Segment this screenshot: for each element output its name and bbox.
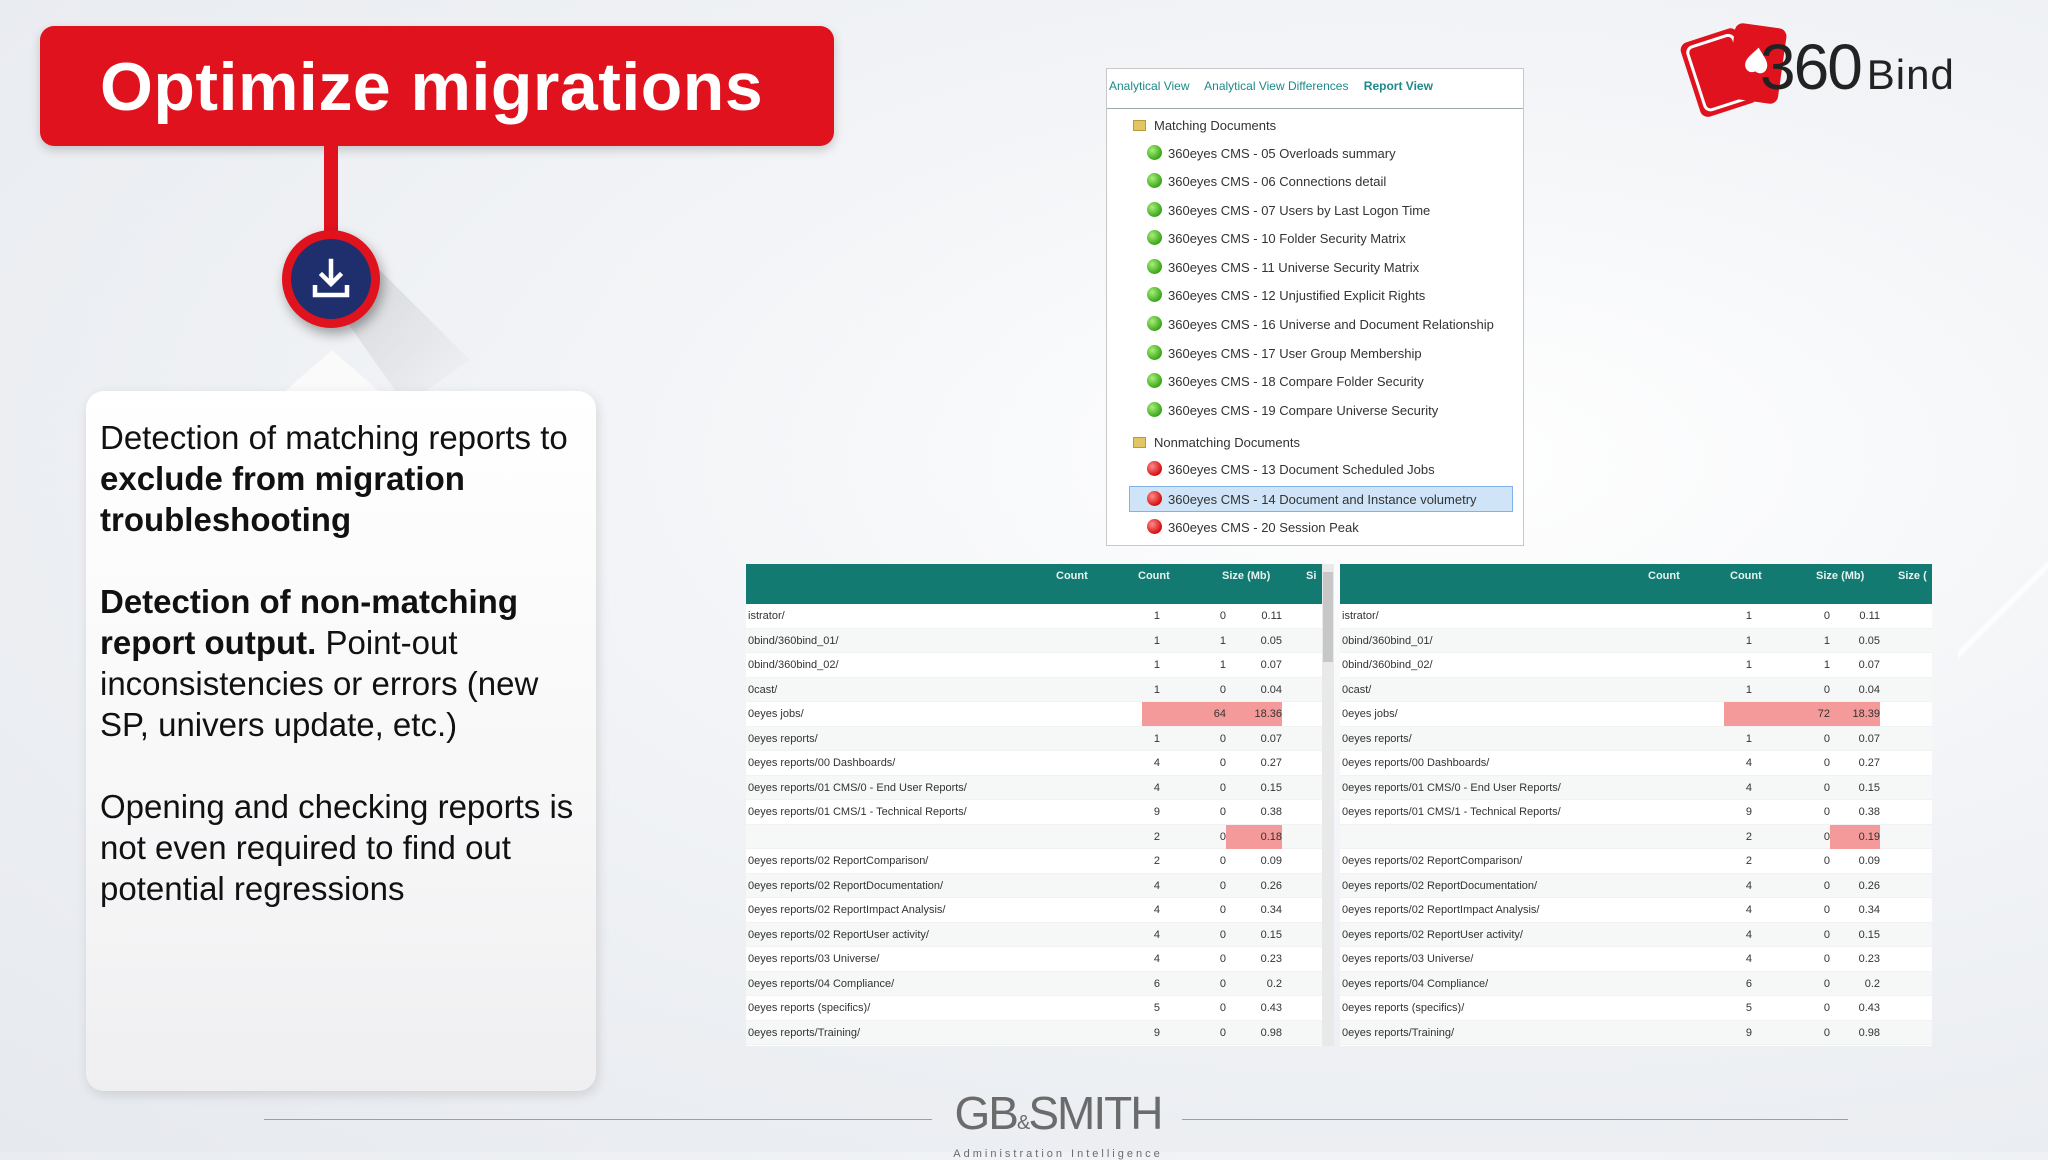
cell-c2: 0 [1219, 904, 1226, 916]
table-row [1340, 972, 1932, 997]
cell-path: 0eyes reports/02 ReportDocumentation/ [748, 879, 944, 892]
cell-c1: 4 [1153, 928, 1160, 941]
table-row [746, 1021, 1326, 1046]
cell-c2: 0 [1219, 757, 1226, 769]
cell-c1: 4 [1745, 879, 1752, 892]
cell-path: 0eyes reports/01 CMS/0 - End User Reports/ [1342, 781, 1561, 794]
table-row [746, 800, 1326, 825]
cell-c2: 0 [1823, 953, 1830, 965]
table-row [746, 972, 1326, 997]
cell-c1: 1 [1745, 610, 1752, 622]
table-row [746, 727, 1326, 752]
cell-size: 0.15 [1260, 928, 1282, 941]
tree-item[interactable]: 360eyes CMS - 19 Compare Universe Security [1147, 398, 1517, 424]
cell-c2: 0 [1219, 683, 1226, 696]
table-row [746, 653, 1326, 678]
footer-divider [1182, 1119, 1848, 1120]
cell-c2: 0 [1219, 1026, 1226, 1039]
table-row [1340, 1021, 1932, 1046]
cell-c2: 1 [1219, 634, 1226, 647]
cell-size: 0.38 [1858, 806, 1880, 818]
status-error-icon [1147, 461, 1162, 476]
cell-path: 0eyes reports/ [748, 732, 818, 745]
cell-path: 0eyes reports/ [1342, 732, 1412, 745]
cell-size: 0.2 [1864, 977, 1880, 990]
cell-size: 0.11 [1261, 610, 1282, 622]
cell-c2: 72 [1734, 702, 1830, 726]
cell-size: 18.36 [1226, 702, 1282, 726]
cell-size: 0.43 [1260, 1002, 1282, 1014]
cell-c2: 64 [1142, 702, 1226, 726]
cell-c2: 0 [1823, 977, 1830, 990]
cell-path: 0eyes reports/Training/ [748, 1026, 861, 1039]
tree-item[interactable]: 360eyes CMS - 13 Document Scheduled Jobs [1147, 457, 1517, 483]
cell-size: 18.39 [1830, 702, 1880, 726]
tree-item[interactable]: 360eyes CMS - 12 Unjustified Explicit Rights [1147, 283, 1517, 309]
paragraph-nonmatching: Detection of non-matching report output. Point-out inconsistencies or errors (new SP, univers update, etc.) [100, 583, 539, 743]
cell-c1: 2 [1153, 830, 1160, 843]
status-ok-icon [1147, 402, 1162, 417]
status-ok-icon [1147, 173, 1162, 188]
download-badge [282, 230, 380, 328]
cell-c1: 4 [1153, 879, 1160, 892]
comparison-table-source [746, 564, 1326, 1046]
cell-path: 0eyes reports/04 Compliance/ [748, 977, 895, 990]
cell-c1: 1 [1153, 659, 1160, 671]
tree-item[interactable]: 360eyes CMS - 07 Users by Last Logon Time [1147, 198, 1517, 224]
cell-path: 0eyes reports/02 ReportDocumentation/ [1342, 879, 1538, 892]
cell-size: 0.26 [1260, 879, 1282, 892]
tree-item[interactable]: 360eyes CMS - 05 Overloads summary [1147, 141, 1517, 167]
cell-c1: 1 [1745, 732, 1752, 745]
status-error-icon [1147, 491, 1162, 506]
tab-report-view[interactable]: Report View [1363, 79, 1433, 93]
cell-c2: 0 [1823, 1026, 1830, 1039]
table-row [746, 678, 1326, 703]
table-row [746, 874, 1326, 899]
cell-c1: 6 [1745, 977, 1752, 990]
header-size: Size ( [1898, 570, 1927, 582]
cell-path: 0eyes reports/03 Universe/ [748, 953, 880, 965]
cell-c1: 4 [1745, 928, 1752, 941]
cell-size: 0.43 [1858, 1002, 1880, 1014]
cell-c1: 9 [1153, 1026, 1160, 1039]
cell-path: 0eyes reports/04 Compliance/ [1342, 977, 1489, 990]
cell-path: 0eyes reports/00 Dashboards/ [748, 757, 896, 769]
cell-c2: 1 [1823, 634, 1830, 647]
table-row [1340, 800, 1932, 825]
cell-c1: 9 [1153, 806, 1160, 818]
view-tabs [1107, 69, 1523, 109]
cell-size: 0.05 [1858, 634, 1880, 647]
cell-path: 0eyes reports/02 ReportImpact Analysis/ [748, 904, 946, 916]
tree-item-selected[interactable]: 360eyes CMS - 14 Document and Instance volumetry [1129, 486, 1513, 512]
cell-size: 0.15 [1858, 928, 1880, 941]
table-row [1340, 947, 1932, 972]
table-row [1340, 629, 1932, 654]
cell-size: 0.34 [1858, 904, 1880, 916]
cell-c1: 9 [1745, 1026, 1752, 1039]
cell-path: 0eyes reports/02 ReportImpact Analysis/ [1342, 904, 1540, 916]
cell-c2: 0 [1823, 1002, 1830, 1014]
cell-path: 0eyes jobs/ [1342, 708, 1398, 720]
cell-c1: 4 [1153, 781, 1160, 794]
cell-size: 0.09 [1260, 855, 1282, 867]
cell-size: 0.11 [1859, 610, 1880, 622]
cell-path: 0bind/360bind_01/ [1342, 634, 1433, 647]
cell-c1: 2 [1153, 855, 1160, 867]
status-ok-icon [1147, 259, 1162, 274]
tree-item[interactable]: 360eyes CMS - 11 Universe Security Matrix [1147, 255, 1517, 281]
cell-c1: 5 [1745, 1002, 1752, 1014]
cell-size: 0.23 [1858, 953, 1880, 965]
status-ok-icon [1147, 230, 1162, 245]
table-row [1340, 898, 1932, 923]
tree-item[interactable]: 360eyes CMS - 17 User Group Membership [1147, 341, 1517, 367]
table-row [746, 996, 1326, 1021]
table-row [746, 751, 1326, 776]
status-ok-icon [1147, 202, 1162, 217]
cell-c2: 0 [1219, 806, 1226, 818]
cell-c1: 4 [1153, 904, 1160, 916]
table-row [1340, 825, 1932, 850]
cell-c1: 4 [1745, 953, 1752, 965]
cell-path: 0eyes reports/02 ReportComparison/ [1342, 855, 1523, 867]
cell-c1: 1 [1745, 683, 1752, 696]
cell-path: 0cast/ [1342, 683, 1372, 696]
cell-c2: 0 [1823, 781, 1830, 794]
folder-nonmatching-documents[interactable]: Nonmatching Documents [1133, 435, 1300, 450]
logo-word: Bind [1866, 51, 1955, 98]
cell-c2: 0 [1823, 904, 1830, 916]
table-row [746, 629, 1326, 654]
table-row [746, 604, 1326, 629]
cell-size: 0.09 [1858, 855, 1880, 867]
status-ok-icon [1147, 145, 1162, 160]
cell-size: 0.04 [1260, 683, 1282, 696]
cell-size: 0.15 [1858, 781, 1880, 794]
cell-c2: 0 [1823, 732, 1830, 745]
cell-size: 0.19 [1830, 825, 1880, 849]
cell-size: 0.26 [1858, 879, 1880, 892]
table-row [746, 825, 1326, 850]
header-count: Count [1648, 570, 1680, 582]
cell-c2: 0 [1219, 610, 1226, 622]
cell-c2: 0 [1219, 1002, 1226, 1014]
table-row [746, 923, 1326, 948]
cell-path: 0eyes reports/01 CMS/0 - End User Reports/ [748, 781, 967, 794]
cell-c1: 4 [1153, 757, 1160, 769]
description-panel [86, 391, 596, 1091]
cell-c1: 1 [1153, 683, 1160, 696]
table-row [1340, 849, 1932, 874]
footer-brand-logo: GB&SMITH Administration Intelligence [948, 1090, 1168, 1160]
cell-c1: 4 [1153, 953, 1160, 965]
table-row [746, 898, 1326, 923]
cell-path: 0eyes reports (specifics)/ [748, 1002, 871, 1014]
cell-path: 0eyes reports/02 ReportUser activity/ [1342, 928, 1523, 941]
cell-c2: 0 [1219, 830, 1226, 843]
cell-size: 0.18 [1226, 825, 1282, 849]
cell-c1: 1 [1153, 634, 1160, 647]
paragraph-matching: Detection of matching reports to exclude from migration troubleshooting [100, 419, 568, 538]
table-row [1340, 996, 1932, 1021]
cell-c2: 0 [1823, 806, 1830, 818]
cell-size: 0.27 [1858, 757, 1880, 769]
cell-path: 0bind/360bind_02/ [748, 659, 839, 671]
tree-item[interactable]: 360eyes CMS - 06 Connections detail [1147, 169, 1517, 195]
cell-size: 0.98 [1260, 1026, 1282, 1039]
decorative-diagonal [1958, 480, 2048, 740]
cell-size: 0.27 [1260, 757, 1282, 769]
cell-path: 0eyes reports/01 CMS/1 - Technical Reports/ [1342, 806, 1561, 818]
table-row [1340, 678, 1932, 703]
footer-tagline: Administration Intelligence [953, 1148, 1163, 1160]
header-size: Si [1306, 570, 1317, 582]
cell-path: 0eyes jobs/ [748, 708, 804, 720]
cell-c2: 0 [1219, 781, 1226, 794]
status-ok-icon [1147, 316, 1162, 331]
cell-path: 0eyes reports/03 Universe/ [1342, 953, 1474, 965]
report-view-window [1106, 68, 1524, 546]
cell-path: 0eyes reports (specifics)/ [1342, 1002, 1465, 1014]
cell-c2: 0 [1219, 879, 1226, 892]
cell-size: 0.38 [1260, 806, 1282, 818]
folder-matching-documents[interactable]: Matching Documents [1133, 118, 1276, 133]
cell-path: 0cast/ [748, 683, 778, 696]
cell-c2: 1 [1823, 659, 1830, 671]
cell-path: istrator/ [748, 610, 785, 622]
table-row [746, 947, 1326, 972]
cell-c1: 2 [1745, 830, 1752, 843]
header-size: Size (Mb) [1222, 570, 1271, 582]
cell-c1: 2 [1745, 855, 1752, 867]
cell-c2: 1 [1219, 659, 1226, 671]
table-header [746, 564, 1326, 604]
cell-size: 0.05 [1260, 634, 1282, 647]
panel-pointer [284, 350, 380, 392]
cell-size: 0.34 [1260, 904, 1282, 916]
cell-path: 0eyes reports/Training/ [1342, 1026, 1455, 1039]
tree-item[interactable]: 360eyes CMS - 16 Universe and Document Relationship [1147, 312, 1517, 338]
tree-item[interactable]: 360eyes CMS - 20 Session Peak [1147, 515, 1517, 541]
cell-size: 0.04 [1858, 683, 1880, 696]
table-row [746, 702, 1326, 727]
cell-size: 0.07 [1858, 732, 1880, 745]
folder-icon [1133, 120, 1146, 131]
cell-c2: 0 [1219, 977, 1226, 990]
cell-path: 0bind/360bind_02/ [1342, 659, 1433, 671]
cell-c2: 0 [1219, 732, 1226, 745]
tree-item[interactable]: 360eyes CMS - 10 Folder Security Matrix [1147, 226, 1517, 252]
cell-c1: 4 [1745, 781, 1752, 794]
brand-logo [1760, 30, 1955, 104]
tree-item[interactable]: 360eyes CMS - 18 Compare Folder Security [1147, 369, 1517, 395]
status-error-icon [1147, 519, 1162, 534]
status-ok-icon [1147, 373, 1162, 388]
cell-size: 0.98 [1858, 1026, 1880, 1039]
cell-path: 0bind/360bind_01/ [748, 634, 839, 647]
cell-c2: 0 [1219, 855, 1226, 867]
footer-divider [264, 1119, 932, 1120]
cell-c1: 6 [1153, 977, 1160, 990]
cell-c2: 0 [1823, 879, 1830, 892]
status-ok-icon [1147, 345, 1162, 360]
download-icon [309, 257, 353, 301]
table-row [1340, 923, 1932, 948]
cell-c1: 5 [1153, 1002, 1160, 1014]
cell-path: 0eyes reports/02 ReportComparison/ [748, 855, 929, 867]
cell-path: 0eyes reports/00 Dashboards/ [1342, 757, 1490, 769]
cell-c2: 0 [1823, 830, 1830, 843]
cell-c1: 1 [1745, 659, 1752, 671]
table-row [1340, 604, 1932, 629]
cell-c2: 0 [1823, 928, 1830, 941]
table-body [1340, 604, 1932, 1045]
cell-size: 0.2 [1266, 977, 1282, 990]
tab-analytical-view-differences[interactable]: Analytical View Differences [1204, 79, 1349, 93]
table-scrollbar-thumb[interactable] [1323, 572, 1333, 662]
table-row [1340, 727, 1932, 752]
cell-size: 0.07 [1858, 659, 1880, 671]
cell-size: 0.07 [1260, 732, 1282, 745]
tab-analytical-view[interactable]: Analytical View [1109, 79, 1190, 93]
table-row [1340, 776, 1932, 801]
cell-c2: 0 [1823, 683, 1830, 696]
cell-c2: 0 [1823, 757, 1830, 769]
cell-size: 0.15 [1260, 781, 1282, 794]
cell-path: 0eyes reports/02 ReportUser activity/ [748, 928, 929, 941]
table-row [1340, 751, 1932, 776]
cell-path: istrator/ [1342, 610, 1379, 622]
cell-path: 0eyes reports/01 CMS/1 - Technical Reports/ [748, 806, 967, 818]
comparison-table-target [1340, 564, 1932, 1046]
cell-c1: 1 [1153, 610, 1160, 622]
table-row [1340, 653, 1932, 678]
header-count: Count [1138, 570, 1170, 582]
table-row [746, 849, 1326, 874]
cell-c1: 4 [1745, 757, 1752, 769]
cell-c2: 0 [1219, 953, 1226, 965]
cell-c2: 0 [1823, 855, 1830, 867]
cell-c2: 0 [1219, 928, 1226, 941]
cell-c1: 4 [1745, 904, 1752, 916]
connector-stem [324, 145, 338, 233]
header-count: Count [1730, 570, 1762, 582]
logo-numerals: 360 [1760, 31, 1861, 103]
table-row [746, 776, 1326, 801]
cell-size: 0.23 [1260, 953, 1282, 965]
table-row [1340, 702, 1932, 727]
table-body [746, 604, 1326, 1045]
cell-c1: 1 [1745, 634, 1752, 647]
folder-icon [1133, 437, 1146, 448]
table-header [1340, 564, 1932, 604]
cell-c1: 9 [1745, 806, 1752, 818]
cell-c1: 1 [1153, 732, 1160, 745]
slide-title: Optimize migrations [40, 26, 834, 146]
cell-c2: 0 [1823, 610, 1830, 622]
cell-size: 0.07 [1260, 659, 1282, 671]
status-ok-icon [1147, 287, 1162, 302]
header-size: Size (Mb) [1816, 570, 1865, 582]
table-row [1340, 874, 1932, 899]
header-count: Count [1056, 570, 1088, 582]
paragraph-regressions: Opening and checking reports is not even required to find out potential regressions [100, 788, 574, 907]
